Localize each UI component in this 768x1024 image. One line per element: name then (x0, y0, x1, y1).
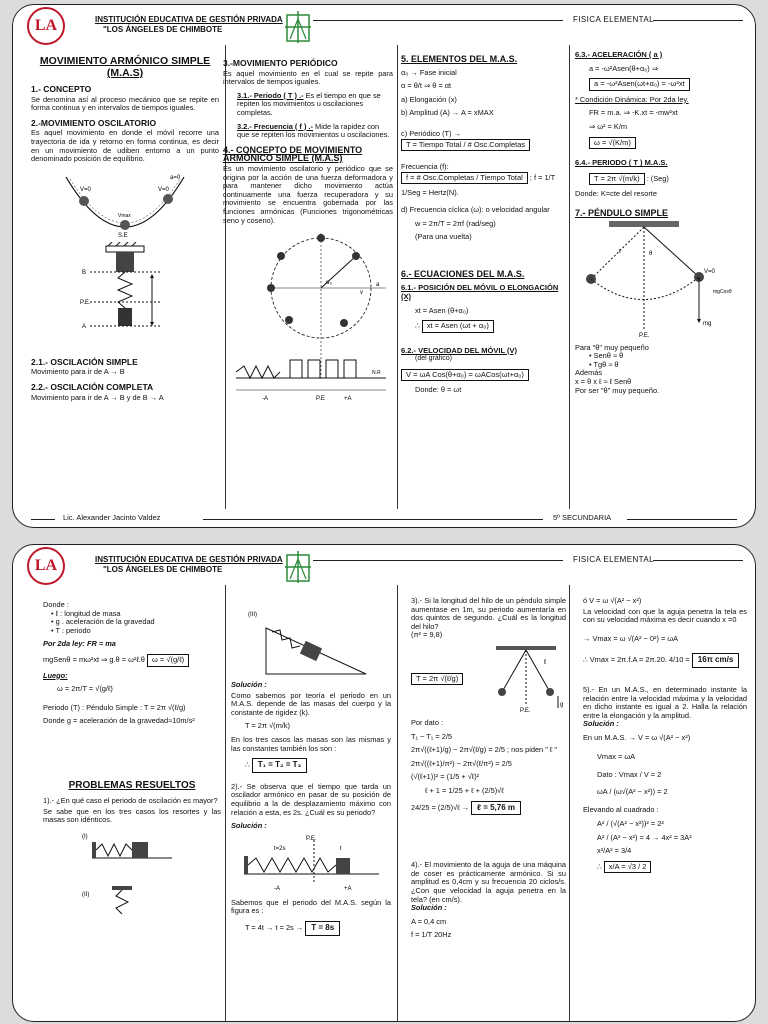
school-crest-icon (281, 9, 315, 45)
school-name: INSTITUCIÓN EDUCATIVA DE GESTIÓN PRIVADA "LOS ÁNGELES DE CHIMBOTE (95, 555, 283, 574)
svg-text:mg: mg (702, 320, 711, 327)
svg-text:α₀: α₀ (325, 280, 332, 287)
svg-text:v: v (359, 290, 363, 297)
section-heading: 3.-MOVIMIENTO PERIÓDICO (223, 58, 338, 68)
p1-column-2: 3.-MOVIMIENTO PERIÓDICO Es aquel movimiento en el cual se repite para intervalos de tiempos iguales. 3.1.- Periodo ( T ) .- Es el tiempo en que se repiten los movimientos u oscilaciones completas. 3.2.- Frecuencia ( f ) .- Mide la rapidez con que se repiten los movimientos u oscilaciones. 4.- CONCEPTO DE MOVIMIENTO ARMÓNICO SIMPLE (M.A.S) Es un movimiento oscilatorio y periódico que se origina por la acción de una fuerza deformadora y para mantener dicho movimiento actúa continuamente una fuerza recuperadora y su movimiento se encuentra gobernada por las funciones armónicas (Funciones trigonométricas seno y coseno). α₀ v a -A P.E +A N.R (223, 59, 393, 411)
subject-title: FISICA ELEMENTAL (573, 555, 654, 564)
svg-text:ℓ: ℓ (618, 248, 621, 255)
circular-motion-figure (226, 228, 391, 408)
section-heading: 2.1.- OSCILACIÓN SIMPLE (31, 356, 138, 367)
p1-column-3: 5. ELEMENTOS DEL M.A.S. α₀ → Fase inicial α = θ/t ⇒ θ = αt a) Elongación (x) b) Amplitud (A) → A = xMAX c) Periódico (T) → T = Tiempo Total / # Osc.Completas Frecuencia (f): f = # Osc.Completas / Tiempo Total ; f = 1/T 1/Seg = Hertz(N). d) Frecuencia cíclica (ω): o velocidad angular w = 2π/T = 2πf (rad/seg) (Para una vuelta) 6.- ECUACIONES DEL M.A.S. 6.1.- POSICIÓN DEL MÓVIL O ELONGACIÓN (X) xt = Asen (θ+α₀) ∴ xt = Asen (ωt + α₀) 6.2.- VELOCIDAD DEL MÓVIL (V) (del gráfico) V = ωA Cos(θ+α₀) = ωACos(ωt+α₀) Donde: θ = ωt (401, 55, 566, 395)
velocity-formula: V = ωA Cos(θ+α₀) = ωACos(ωt+α₀) (401, 369, 529, 382)
svg-text:N.R: N.R (371, 370, 381, 377)
school-name: INSTITUCIÓN EDUCATIVA DE GESTIÓN PRIVADA "LOS ÁNGELES DE CHIMBOTE (95, 15, 283, 34)
answer-box: x/A = √3 / 2 (604, 861, 652, 874)
section-heading: 6.- ECUACIONES DEL M.A.S. (401, 268, 525, 279)
pendulum-bowl-figure (60, 167, 190, 239)
svg-text:ℓ: ℓ (544, 658, 547, 666)
svg-text:P.E.: P.E. (80, 299, 91, 306)
svg-text:t=2s: t=2s (273, 845, 286, 852)
svg-text:A: A (82, 323, 87, 330)
svg-text:V=0: V=0 (703, 268, 715, 275)
svg-text:-A: -A (261, 396, 268, 403)
school-logo: LA (27, 547, 65, 585)
section-heading: 1.- CONCEPTO (31, 84, 92, 94)
svg-text:mgCosθ: mgCosθ (712, 288, 732, 295)
section-heading: 4.- CONCEPTO DE MOVIMIENTO ARMÓNICO SIMPLE (M.A.S) (223, 144, 363, 164)
problems-title: PROBLEMAS RESUELTOS (68, 779, 196, 791)
svg-text:-A: -A (273, 885, 280, 892)
answer-box: T = 8s (305, 921, 340, 936)
svg-text:+A: +A (343, 885, 352, 892)
svg-text:P.E.: P.E. (520, 707, 531, 714)
p2-column-2: (III) Solución : Como sabemos por teoría el periodo en un M.A.S. depende de las masas del cuerpo y la constante de rigidez (k). T = 2π √(m/k) En los tres casos las masas son las mismas y las constantes también los son : ∴ T₁ = T₂ = T₃ 2).- Se observa que el tiempo que tarda un oscilador armónico en pasar de su posición de equilibrio a la de desplazamiento máximo con relación a esta, es 2s. ¿Cuál es su periodo? Solución : P.E. t=2s t -A +A Sabemos que el periodo del M.A.S. según la figura es : T = 4t → t = 2s → T = 8s (231, 605, 391, 936)
svg-text:g: g (560, 701, 564, 708)
svg-text:a=0: a=0 (170, 174, 181, 181)
subject-title: FISICA ELEMENTAL (573, 15, 654, 24)
svg-text:Vmax: Vmax (118, 212, 131, 219)
svg-text:V=0: V=0 (80, 186, 91, 193)
subsection-heading: 6.2.- VELOCIDAD DEL MÓVIL (V) (401, 345, 517, 355)
spring-cases-figure (72, 828, 192, 918)
pendulum-figure (486, 644, 566, 714)
p1-column-4: 6.3.- ACELERACIÓN ( a ) a = -ω²Asen(θ+α₀) ⇒ a = -ω²Asen(ωt+α₀) = -ω²xt * Condición Dinámica: Por 2da ley. FR = m.a. ⇒ -K.xt = -mw²xt ⇒ ω² = K/m ω = √(K/m) 6.4.- PERIODO ( T ) M.A.S. T = 2π √(m/k) : (Seg) Donde: K=cte del resorte 7.- PÉNDULO SIMPLE mg V=0 mgCosθ θ ℓ P.E. Para "θ" muy pequeño • Senθ ≈ θ • Tgθ ≈ θ Además x = θ x ℓ ≈ ℓ Senθ Por ser "θ" muy pequeño. (575, 51, 747, 395)
answer-box: 16π cm/s (692, 653, 739, 668)
svg-text:P.E.: P.E. (305, 835, 317, 842)
page-header (13, 545, 756, 591)
school-crest-icon (281, 549, 315, 585)
svg-text:V=0: V=0 (158, 186, 169, 193)
vertical-spring-figure (80, 242, 170, 352)
page-footer: Lic. Alexander Jacinto Valdez 5º SECUNDARIA (13, 513, 756, 527)
svg-text:(I): (I) (82, 833, 88, 840)
svg-text:(III): (III) (248, 612, 257, 618)
section-heading: 6.4.- PERIODO ( T ) M.A.S. (575, 158, 668, 168)
inclined-spring-figure (246, 608, 376, 678)
period-formula: T = Tiempo Total / # Osc.Completas (401, 139, 530, 152)
worksheet-page-2 (12, 544, 756, 1022)
p2-column-4: ó V = ω √(A² − x²) La velocidad con que la aguja penetra la tela es con su velocidad máxima es decir cuando x =0 → Vmax = ω √(A² − 0²) = ωA ∴ Vmax = 2π.f.A = 2π.20. 4/10 = 16π cm/s 5).- En un M.A.S., en determinado instante la relación entre la velocidad máxima y la velocidad en dicho instante es igual a 2. Halla la relación entre la elongación y la amplitud. Solución : En un M.A.S. → V = ω √(A² − x²) Vmax = ωA Dato : Vmax / V = 2 ωA / (ω√(A² − x²)) = 2 Elevando al cuadrado : A² / (√(A² − x²))² = 2² A² / (A² − x²) = 4 → 4x² = 3A² x²/A² = 3/4 ∴ x/A = √3 / 2 (583, 597, 747, 873)
main-title: MOVIMIENTO ARMÓNICO SIMPLE (M.A.S) (39, 55, 211, 79)
section-heading: 7.- PÉNDULO SIMPLE (575, 207, 669, 218)
page-header (13, 5, 756, 51)
answer-box: ℓ = 5,76 m (471, 801, 521, 816)
subsection-heading: 6.1.- POSICIÓN DEL MÓVIL O ELONGACIÓN (X) (401, 283, 559, 301)
p1-column-1: MOVIMIENTO ARMÓNICO SIMPLE (M.A.S) 1.- CONCEPTO Se denomina así al proceso mecánico que se repite en forma continua y en intervalos de tiempos iguales. 2.-MOVIMIENTO OSCILATORIO Es aquel movimiento en donde el móvil recorre una trayectoria de ida y retorno en forma continua, es decir en un movimiento de udiben entorno a un punto denominado posición de equilibrio. V=0 V=0 Vmax a=0 S.E B P.E. A 2.1.- OSCILACIÓN SIMPLE Movimiento para ir de A → B 2.2.- OSCILACIÓN COMPLETA Movimiento para ir de A → B y de B → A (31, 55, 219, 402)
p2-column-1: Donde : • ℓ : longitud de masa • g . aceleración de la gravedad • T : periodo Por 2da ley: FR = ma mgSenθ = mω²xt ⇒ g.θ = ω²ℓ.θ ω = √(g/ℓ) Luego: ω = 2π/T = √(g/ℓ) Periodo (T) : Péndulo Simple : T = 2π √(ℓ/g) Donde g = aceleración de la gravedad≈10m/s² PROBLEMAS RESUELTOS 1).- ¿En qué caso el periodo de oscilación es mayor? Se sabe que en los tres casos los resortes y las masas son idénticos. (I) (II) (43, 601, 221, 921)
svg-text:S.E: S.E (118, 232, 128, 239)
svg-text:B: B (82, 269, 87, 276)
svg-text:θ: θ (648, 250, 652, 257)
svg-text:+A: +A (343, 396, 352, 403)
worksheet-page-1 (12, 4, 756, 528)
frequency-formula: f = # Osc.Completas / Tiempo Total (401, 172, 528, 185)
section-heading: 6.3.- ACELERACIÓN ( a ) (575, 50, 663, 59)
svg-text:a: a (375, 282, 379, 289)
answer-box: T₁ = T₂ = T₃ (252, 758, 307, 773)
simple-pendulum-figure (579, 221, 744, 341)
svg-text:P.E.: P.E. (638, 332, 650, 339)
section-heading: 5. ELEMENTOS DEL M.A.S. (401, 54, 518, 64)
section-heading: 2.-MOVIMIENTO OSCILATORIO (31, 117, 157, 128)
pendulum-period-formula: T = 2π √(ℓ/g) (411, 673, 463, 686)
spring-period-formula: T = 2π √(m/k) (589, 173, 645, 186)
oscillator-spring-figure (234, 834, 389, 894)
section-heading: 2.2.- OSCILACIÓN COMPLETA (31, 381, 154, 392)
p2-column-3: 3).- Si la longitud del hilo de un péndulo simple aumentase en 1m, su periodo aumentaría en dos quintos de segundo. ¿Cuál es la longitud del hilo? (π² = 9,8) T = 2π √(ℓ/g) ℓ P.E. g Por dato : T₁ − T₁ = 2/5 2π√((ℓ+1)/g) − 2π√(ℓ/g) = 2/5 ; nos piden " ℓ " 2π√((ℓ+1)/π²) − 2π√(ℓ/π²) = 2/5 (√(ℓ+1))² = (1/5 + √ℓ)² ℓ + 1 = 1/25 + ℓ + (2/5)√ℓ 24/25 = (2/5)√ℓ → ℓ = 5,76 m 4).- El movimiento de la aguja de una máquina de coser es prácticamente armónico. Si su amplitud es 0,4cm y su frecuencia 20 ciclos/s. ¿Con que velocidad la aguja penetra en la tela? (en cm/s). Solución : A = 0,4 cm f = 1/T 20Hz (411, 596, 566, 940)
svg-text:t: t (339, 845, 342, 852)
svg-text:P.E: P.E (315, 396, 325, 403)
svg-text:(II): (II) (82, 891, 90, 898)
school-logo: LA (27, 7, 65, 45)
